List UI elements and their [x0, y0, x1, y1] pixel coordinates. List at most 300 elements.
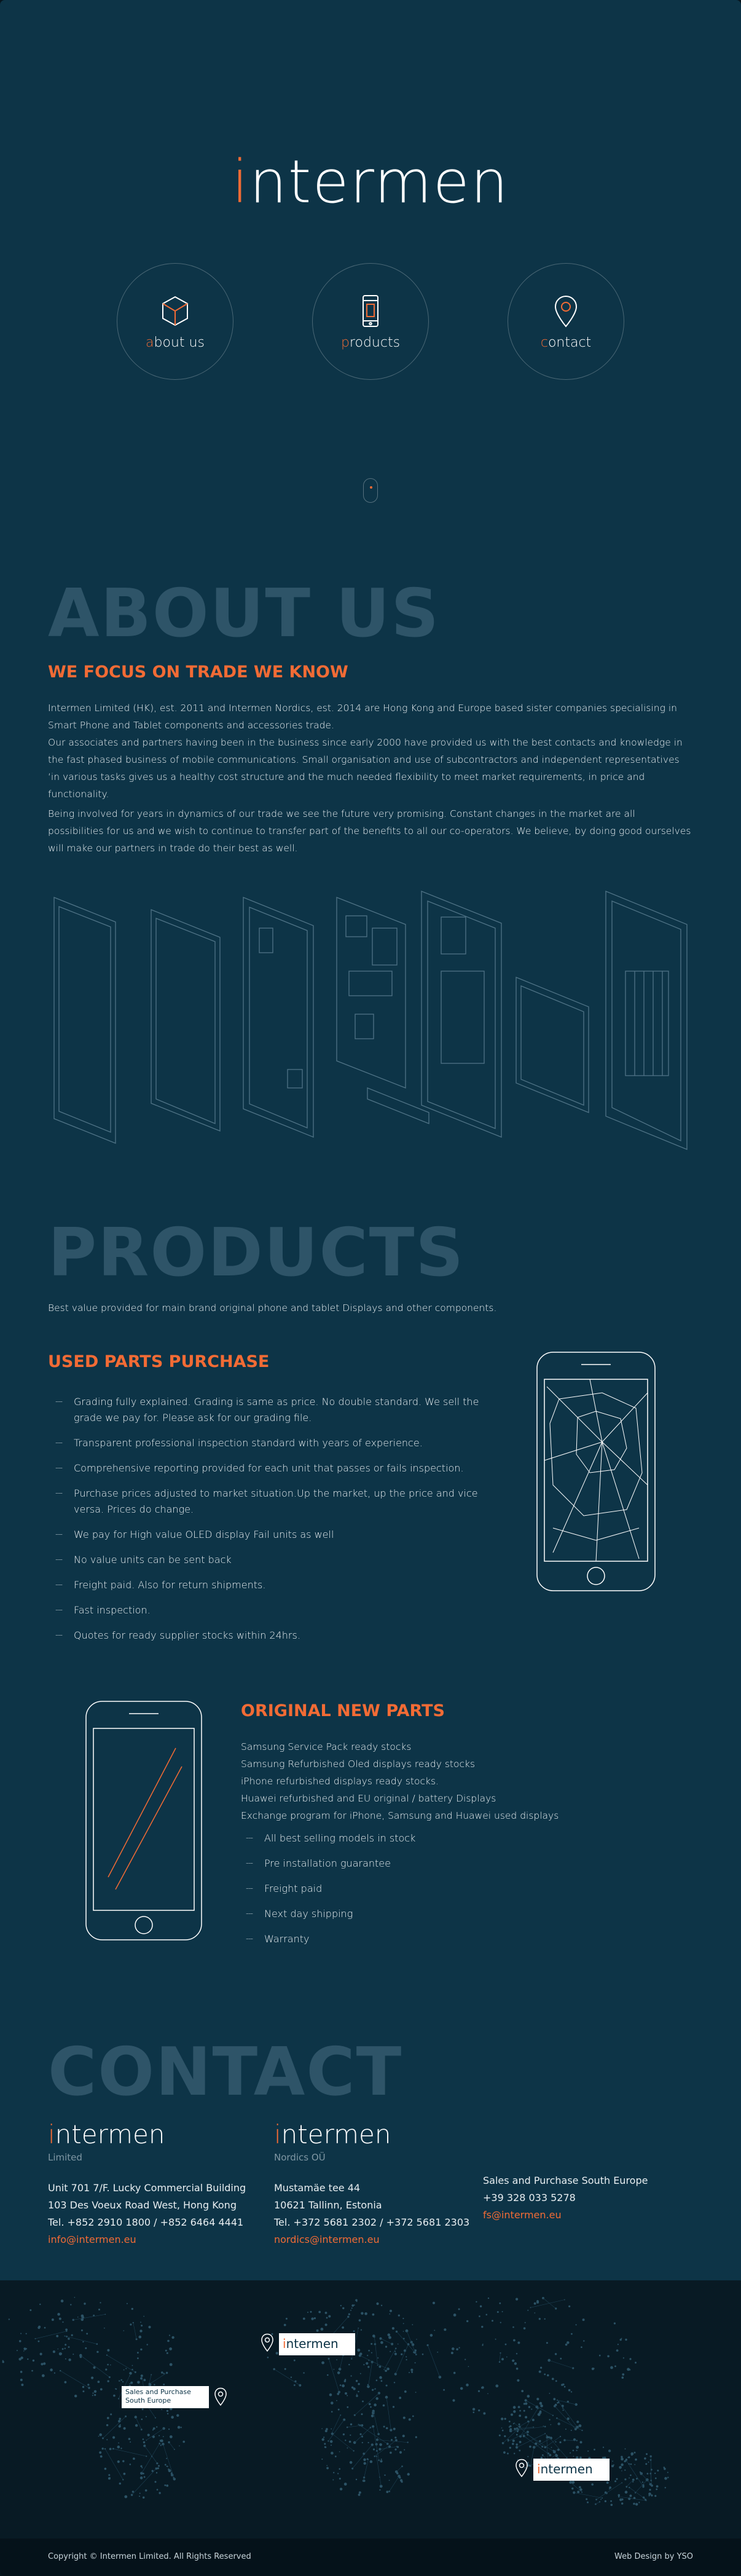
- map-dot: [74, 2395, 77, 2397]
- map-dot: [171, 2416, 174, 2419]
- map-dot: [310, 2311, 312, 2313]
- map-dot: [31, 2370, 33, 2372]
- map-dot: [380, 2338, 382, 2340]
- map-dot: [369, 2403, 371, 2406]
- map-dot: [621, 2470, 622, 2472]
- map-pin-icon[interactable]: [261, 2333, 274, 2352]
- map-dot: [68, 2358, 71, 2361]
- map-dot: [571, 2391, 572, 2392]
- map-dot: [38, 2341, 40, 2342]
- map-dot: [509, 2426, 510, 2427]
- map-pin-icon[interactable]: [515, 2459, 528, 2477]
- map-dot: [516, 2353, 517, 2354]
- nav-products[interactable]: [312, 263, 429, 380]
- map-link: [635, 2480, 647, 2493]
- map-dot: [372, 2314, 375, 2316]
- map-dot: [380, 2341, 383, 2344]
- map-dot: [625, 2491, 628, 2494]
- map-dot: [611, 2504, 613, 2507]
- nav-about-first: a: [146, 334, 154, 350]
- map-dot: [359, 2319, 361, 2322]
- map-link: [36, 2331, 67, 2339]
- list-item: --- Grading fully explained. Grading is same as price. No double standard. We sell the grade we pay for. Please ask for our grading file.: [55, 1394, 498, 1426]
- map-dot: [453, 2372, 456, 2374]
- map-dot: [629, 2369, 631, 2371]
- hero: [0, 0, 741, 553]
- map-dot: [144, 2476, 146, 2478]
- map-dot: [363, 2364, 364, 2365]
- map-dot: [44, 2327, 46, 2329]
- contact-nordics: [274, 2119, 477, 2248]
- map-dot: [483, 2413, 485, 2415]
- map-dot: [628, 2497, 630, 2500]
- map-dot: [143, 2473, 144, 2475]
- map-dot: [388, 2491, 390, 2492]
- map-dot: [294, 2384, 296, 2386]
- map-dot: [621, 2458, 624, 2461]
- map-dot: [572, 2367, 574, 2369]
- map-dot: [415, 2436, 417, 2438]
- map-dot: [383, 2426, 385, 2428]
- map-dot: [403, 2323, 404, 2324]
- map-dot: [158, 2465, 160, 2467]
- map-dot: [531, 2409, 532, 2410]
- map-dot: [565, 2344, 568, 2346]
- map-dot: [504, 2452, 506, 2454]
- map-south-line-2: South Europe: [125, 2397, 171, 2405]
- map-dot: [139, 2336, 142, 2339]
- map-dot: [165, 2350, 167, 2352]
- map-dot: [130, 2383, 131, 2384]
- map-dot: [108, 2474, 110, 2476]
- map-dot: [344, 2483, 347, 2486]
- map-dot: [276, 2352, 278, 2354]
- map-dot: [366, 2362, 368, 2365]
- map-dot: [402, 2435, 405, 2437]
- map-dot: [619, 2499, 622, 2501]
- about-subtitle: WE FOCUS ON TRADE WE KNOW: [48, 663, 348, 682]
- map-link: [374, 2337, 377, 2365]
- map-dot: [176, 2414, 179, 2417]
- map-dot: [372, 2389, 374, 2391]
- map-dot: [109, 2448, 112, 2451]
- south-email-link[interactable]: fs@intermen.eu: [483, 2209, 562, 2221]
- map-link: [328, 2420, 344, 2441]
- map-dot: [357, 2349, 360, 2352]
- map-dot: [384, 2475, 385, 2476]
- map-dot: [54, 2373, 55, 2374]
- exploded-phone-illustration: [48, 885, 693, 1156]
- map-dot: [509, 2420, 511, 2422]
- map-dot: [367, 2366, 369, 2368]
- map-dot: [143, 2441, 145, 2443]
- map-dot: [539, 2411, 542, 2413]
- map-dot: [323, 2436, 324, 2438]
- map-dot: [65, 2381, 67, 2384]
- nav-contact-label: [541, 335, 591, 350]
- map-dot: [502, 2430, 504, 2432]
- map-dot: [99, 2433, 102, 2436]
- map-dot: [106, 2439, 108, 2440]
- map-dot: [132, 2491, 134, 2492]
- map-dot: [62, 2322, 63, 2323]
- map-dot: [518, 2406, 520, 2408]
- map-dot: [137, 2352, 139, 2353]
- nordics-address-1: Mustamäe tee 44: [274, 2182, 361, 2194]
- map-link: [520, 2408, 538, 2436]
- map-dot: [390, 2351, 391, 2352]
- map-dot: [657, 2470, 659, 2472]
- map-dot: [155, 2481, 157, 2483]
- map-dot: [364, 2312, 367, 2315]
- map-dot: [478, 2409, 480, 2411]
- map-dot: [406, 2359, 407, 2360]
- map-dot: [519, 2414, 521, 2417]
- map-dot: [368, 2442, 369, 2443]
- map-dot: [459, 2347, 460, 2349]
- nordics-logo-rest: ntermen: [281, 2119, 391, 2149]
- map-dot: [586, 2499, 587, 2500]
- map-dot: [331, 2444, 332, 2446]
- map-dot: [329, 2393, 332, 2397]
- map-dot: [614, 2365, 616, 2367]
- new-parts-line: iPhone refurbished displays ready stocks.: [241, 1776, 439, 1787]
- map-dot: [58, 2349, 59, 2350]
- map-dot: [181, 2427, 182, 2428]
- map-dot: [500, 2322, 501, 2323]
- map-dot: [157, 2489, 159, 2491]
- map-dot: [100, 2388, 103, 2390]
- map-dot: [618, 2494, 621, 2497]
- map-dot: [416, 2339, 417, 2340]
- map-link: [274, 2369, 300, 2385]
- map-dot: [622, 2376, 624, 2379]
- map-dot: [576, 2446, 579, 2449]
- map-dot: [495, 2339, 496, 2340]
- hk-email-link[interactable]: info@intermen.eu: [48, 2234, 136, 2245]
- map-dot: [579, 2486, 581, 2489]
- map-dot: [402, 2318, 404, 2319]
- map-dot: [321, 2328, 324, 2331]
- map-dot: [516, 2368, 519, 2370]
- map-dot: [379, 2376, 382, 2379]
- map-dot: [105, 2369, 107, 2371]
- map-dot: [52, 2318, 54, 2321]
- map-dot: [594, 2449, 595, 2451]
- map-link: [549, 2360, 573, 2368]
- map-dot: [468, 2366, 469, 2367]
- map-dot: [81, 2330, 83, 2331]
- map-dot: [546, 2342, 548, 2344]
- map-dot: [345, 2379, 347, 2381]
- map-dot: [65, 2328, 68, 2331]
- map-dot: [561, 2384, 563, 2386]
- map-dot: [43, 2362, 45, 2365]
- map-link: [396, 2467, 402, 2472]
- map-dot: [625, 2459, 627, 2460]
- map-dot: [519, 2410, 521, 2412]
- map-dot: [351, 2307, 353, 2309]
- map-dot: [331, 2428, 332, 2430]
- map-dot: [394, 2449, 396, 2451]
- map-dot: [137, 2381, 140, 2384]
- map-dot: [120, 2424, 121, 2425]
- map-dot: [107, 2349, 109, 2352]
- map-dot: [94, 2394, 96, 2396]
- map-dot: [391, 2343, 393, 2346]
- map-dot: [363, 2459, 366, 2461]
- map-dot: [399, 2397, 401, 2399]
- map-dot: [634, 2464, 635, 2465]
- map-dot: [169, 2347, 172, 2350]
- hk-logo-i: i: [48, 2119, 55, 2149]
- map-dot: [607, 2355, 610, 2358]
- map-dot: [139, 2495, 140, 2497]
- map-dot: [120, 2379, 122, 2381]
- map-dot: [539, 2371, 541, 2373]
- map-dot: [349, 2441, 351, 2443]
- map-dot: [307, 2312, 308, 2313]
- map-dot: [148, 2326, 151, 2328]
- map-dot: [351, 2375, 352, 2376]
- map-dot: [159, 2492, 160, 2494]
- nav-products-label: [341, 335, 400, 350]
- map-dot: [634, 2452, 636, 2454]
- map-dot: [338, 2409, 340, 2411]
- list-item: --- Comprehensive reporting provided for each unit that passes or fails inspection.: [55, 1460, 498, 1476]
- map-dot: [621, 2456, 622, 2458]
- map-dot: [393, 2428, 396, 2430]
- map-dot: [528, 2406, 530, 2408]
- map-dot: [161, 2371, 163, 2373]
- list-item: --- No value units can be sent back: [55, 1552, 498, 1568]
- map-dot: [284, 2368, 286, 2370]
- map-link: [524, 2436, 551, 2455]
- new-parts-line: Huawei refurbished and EU original / battery Displays: [241, 1793, 496, 1804]
- footer-copyright: Copyright © Intermen Limited. All Rights Reserved: [48, 2552, 251, 2561]
- map-dot: [525, 2322, 526, 2323]
- map-dot: [173, 2478, 176, 2480]
- map-dot: [621, 2338, 622, 2339]
- nav-about-label: [146, 335, 205, 350]
- map-dot: [631, 2454, 633, 2456]
- map-dot: [98, 2436, 100, 2437]
- map-dot: [314, 2317, 316, 2319]
- map-dot: [163, 2436, 164, 2437]
- brand-logo[interactable]: [0, 148, 741, 216]
- map-dot: [651, 2494, 653, 2496]
- map-link: [386, 2397, 391, 2430]
- map-link: [107, 2355, 135, 2373]
- map-dot: [107, 2417, 109, 2419]
- map-dot: [623, 2357, 624, 2358]
- map-dot: [513, 2339, 516, 2342]
- map-dot: [141, 2325, 143, 2326]
- map-dot: [2, 2360, 4, 2361]
- world-map-dots: [0, 2280, 741, 2539]
- map-dot: [170, 2363, 173, 2366]
- map-dot: [370, 2406, 372, 2408]
- map-dot: [133, 2457, 135, 2460]
- map-dot: [356, 2395, 358, 2397]
- footer-design-credit[interactable]: Web Design by YSO: [614, 2552, 693, 2561]
- map-dot: [376, 2397, 378, 2400]
- map-dot: [316, 2330, 319, 2332]
- map-dot: [98, 2381, 100, 2383]
- map-dot: [379, 2366, 382, 2368]
- map-dot: [508, 2439, 509, 2441]
- map-dot: [343, 2433, 345, 2435]
- map-dot: [509, 2447, 511, 2449]
- map-dot: [394, 2382, 395, 2383]
- nordics-logo-i: i: [274, 2119, 281, 2149]
- map-dot: [356, 2394, 358, 2395]
- map-dot: [294, 2360, 296, 2361]
- map-dot: [325, 2446, 327, 2448]
- map-dot: [633, 2503, 635, 2505]
- map-dot: [40, 2353, 42, 2355]
- map-dot: [139, 2330, 142, 2332]
- map-dot: [434, 2330, 435, 2331]
- hk-address-1: Unit 701 7/F. Lucky Commercial Building: [48, 2182, 246, 2194]
- map-dot: [386, 2385, 388, 2387]
- map-dot: [379, 2443, 382, 2446]
- map-dot: [326, 2465, 327, 2467]
- map-dot: [466, 2384, 469, 2387]
- map-dot: [146, 2416, 147, 2417]
- map-dot: [480, 2306, 482, 2307]
- map-dot: [380, 2460, 382, 2462]
- map-dot: [481, 2387, 483, 2389]
- map-dot: [629, 2358, 631, 2360]
- map-dot: [517, 2342, 520, 2344]
- map-dot: [91, 2377, 93, 2379]
- map-dot: [504, 2435, 506, 2437]
- list-item: --- We pay for High value OLED display Fail units as well: [55, 1527, 498, 1543]
- map-dot: [453, 2314, 457, 2317]
- map-dot: [635, 2503, 638, 2505]
- map-dot: [82, 2390, 84, 2392]
- map-dot: [119, 2418, 122, 2420]
- map-link: [150, 2373, 167, 2384]
- map-dot: [616, 2349, 619, 2352]
- nav-contact-first: c: [540, 334, 548, 350]
- nav-about-us[interactable]: [117, 263, 233, 380]
- map-dot: [486, 2314, 488, 2316]
- map-dot: [160, 2444, 162, 2446]
- map-dot: [392, 2327, 394, 2330]
- map-dot: [145, 2489, 147, 2492]
- map-dot: [20, 2379, 23, 2381]
- map-dot: [140, 2465, 142, 2467]
- map-dot: [571, 2430, 572, 2431]
- map-dot: [137, 2357, 139, 2359]
- map-dot: [65, 2348, 66, 2349]
- map-dot: [624, 2478, 626, 2480]
- map-dot: [422, 2353, 424, 2355]
- map-dot: [124, 2369, 125, 2371]
- hero-nav: [0, 263, 741, 380]
- map-dot: [358, 2383, 359, 2385]
- map-dot: [356, 2380, 358, 2382]
- map-dot: [501, 2427, 503, 2428]
- map-dot: [122, 2460, 124, 2462]
- map-dot: [87, 2384, 89, 2385]
- map-dot: [622, 2373, 624, 2376]
- map-dot: [415, 2392, 417, 2393]
- map-dot: [24, 2347, 26, 2349]
- map-dot: [543, 2425, 544, 2427]
- map-dot: [576, 2450, 578, 2451]
- world-map[interactable]: [0, 2280, 741, 2539]
- map-dot: [501, 2417, 503, 2420]
- nav-contact[interactable]: [508, 263, 624, 380]
- map-dot: [539, 2318, 541, 2320]
- map-dot: [577, 2491, 579, 2493]
- map-dot: [576, 2420, 579, 2423]
- map-dot: [61, 2299, 64, 2302]
- map-dot: [519, 2441, 522, 2443]
- map-dot: [583, 2340, 584, 2341]
- list-item: --- Next day shipping: [246, 1906, 614, 1922]
- map-dot: [512, 2360, 514, 2362]
- map-dot: [168, 2428, 170, 2430]
- map-dot: [473, 2411, 475, 2413]
- map-dot: [396, 2472, 399, 2475]
- south-phone: +39 328 033 5278: [483, 2192, 576, 2204]
- map-dot: [619, 2466, 622, 2469]
- map-dot: [625, 2339, 627, 2341]
- map-dot: [291, 2377, 292, 2378]
- map-link: [390, 2476, 399, 2492]
- map-pin-icon[interactable]: [214, 2387, 227, 2406]
- nordics-email-link[interactable]: nordics@intermen.eu: [274, 2234, 380, 2245]
- map-dot: [124, 2473, 126, 2475]
- map-dot: [342, 2307, 344, 2309]
- map-dot: [359, 2491, 361, 2494]
- map-dot: [516, 2443, 518, 2445]
- map-dot: [92, 2395, 93, 2396]
- nav-products-rest: roducts: [349, 334, 401, 350]
- map-dot: [147, 2344, 148, 2345]
- hk-phone: Tel. +852 2910 1800 / +852 6464 4441: [48, 2216, 244, 2228]
- map-dot: [556, 2417, 558, 2419]
- map-dot: [2, 2361, 4, 2363]
- map-dot: [568, 2306, 570, 2307]
- map-dot: [371, 2414, 374, 2417]
- map-dot: [563, 2409, 564, 2411]
- map-dot: [335, 2456, 337, 2457]
- map-dot: [499, 2302, 501, 2304]
- map-dot: [565, 2428, 567, 2430]
- map-dot: [135, 2424, 138, 2427]
- map-dot: [399, 2451, 402, 2454]
- map-dot: [147, 2434, 150, 2436]
- about-paragraph-3: Being involved for years in dynamics of our trade we see the future very promising. Constant changes in the market are all possibilities for us and we wish to continue to transfer part of the benefits to all our co-operators. We believe, by doing good ourselves will make our partners in trade do their best as well.: [48, 808, 691, 854]
- map-dot: [388, 2336, 391, 2339]
- map-dot: [106, 2424, 108, 2426]
- map-link: [407, 2331, 416, 2354]
- map-dot: [166, 2458, 167, 2459]
- map-dot: [159, 2435, 160, 2436]
- map-dot: [372, 2410, 375, 2413]
- nav-about-rest: bout us: [154, 334, 205, 350]
- scroll-down-indicator[interactable]: [363, 478, 378, 503]
- map-dot: [611, 2465, 614, 2467]
- map-dot: [437, 2352, 438, 2353]
- map-dot: [472, 2408, 475, 2411]
- list-item: --- Freight paid: [246, 1881, 614, 1897]
